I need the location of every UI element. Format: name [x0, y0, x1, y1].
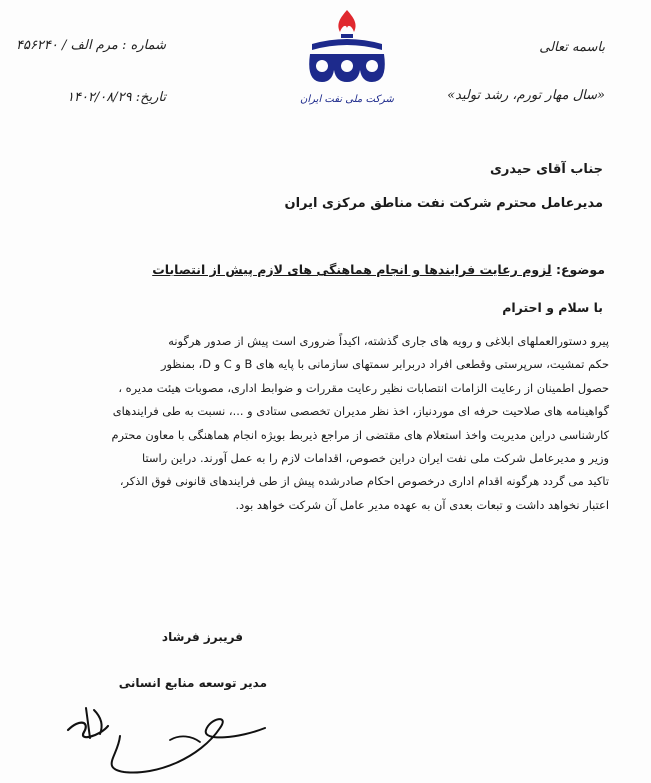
body-line: حکم تمشیت، سرپرستی وقطعی افراد دربرابر سمتهای سازمانی با پایه های B و C و D، بمنظور — [161, 357, 609, 372]
signatory-title: مدیر توسعه منابع انسانی — [118, 676, 267, 690]
letter-body — [46, 330, 609, 517]
body-line: کارشناسی دراین مدیریت واخذ استعلام های مقتضی از مراجع ذیربط بویژه انجام هماهنگی با معاون محترم — [111, 427, 609, 442]
greeting: با سلام و احترام — [502, 300, 603, 315]
body-line: اعتبار نخواهد داشت و تبعات بعدی آن به عهده مدیر عامل آن شرکت خواهد بود. — [235, 497, 609, 512]
body-line: گواهینامه های صلاحیت حرفه ای موردنیاز، اخذ نظر مدیران تخصصی ستادی و ...، نسبت به طی فرایندهای — [112, 404, 609, 419]
signatory-name: فریبرز فرشاد — [161, 630, 243, 644]
body-line: حصول اطمینان از رعایت الزامات انتصابات نظیر رعایت مقررات و ضوابط اداری، مصوبات هیئت مدیره ، — [118, 380, 609, 395]
letter-date: تاریخ: ۱۴۰۲/۰۸/۲۹ — [66, 90, 166, 105]
body-line: تاکید می گردد هرگونه اقدام اداری درخصوص احکام صادرشده پیش از طی فرایندهای قانونی فوق الذکر، — [119, 474, 609, 489]
body-line: وزیر و مدیرعامل شرکت ملی نفت ایران دراین خصوص، اقدامات لازم را به عمل آورند. دراین راستا — [142, 451, 609, 466]
letter-number: شماره : مرم الف / ۴۵۶۲۴۰ — [15, 38, 166, 53]
basmala-text: باسمه تعالی — [539, 40, 605, 55]
subject-label: موضوع: — [555, 262, 605, 277]
addressee-title: مدیرعامل محترم شرکت نفت مناطق مرکزی ایران — [284, 196, 603, 211]
year-slogan: «سال مهار تورم، رشد تولید» — [447, 88, 605, 103]
handwritten-signature — [60, 688, 270, 778]
logo-caption: شرکت ملی نفت ایران — [300, 94, 394, 105]
subject-text: لزوم رعایت فرایندها و انجام هماهنگی های لازم پیش از انتصابات — [152, 262, 552, 277]
addressee-name: جناب آقای حیدری — [489, 162, 603, 177]
body-line: پیرو دستورالعملهای ابلاغی و رویه های جاری گذشته، اکیداً ضروری است پیش از صدور هرگونه — [168, 334, 609, 348]
subject-line — [100, 262, 605, 277]
